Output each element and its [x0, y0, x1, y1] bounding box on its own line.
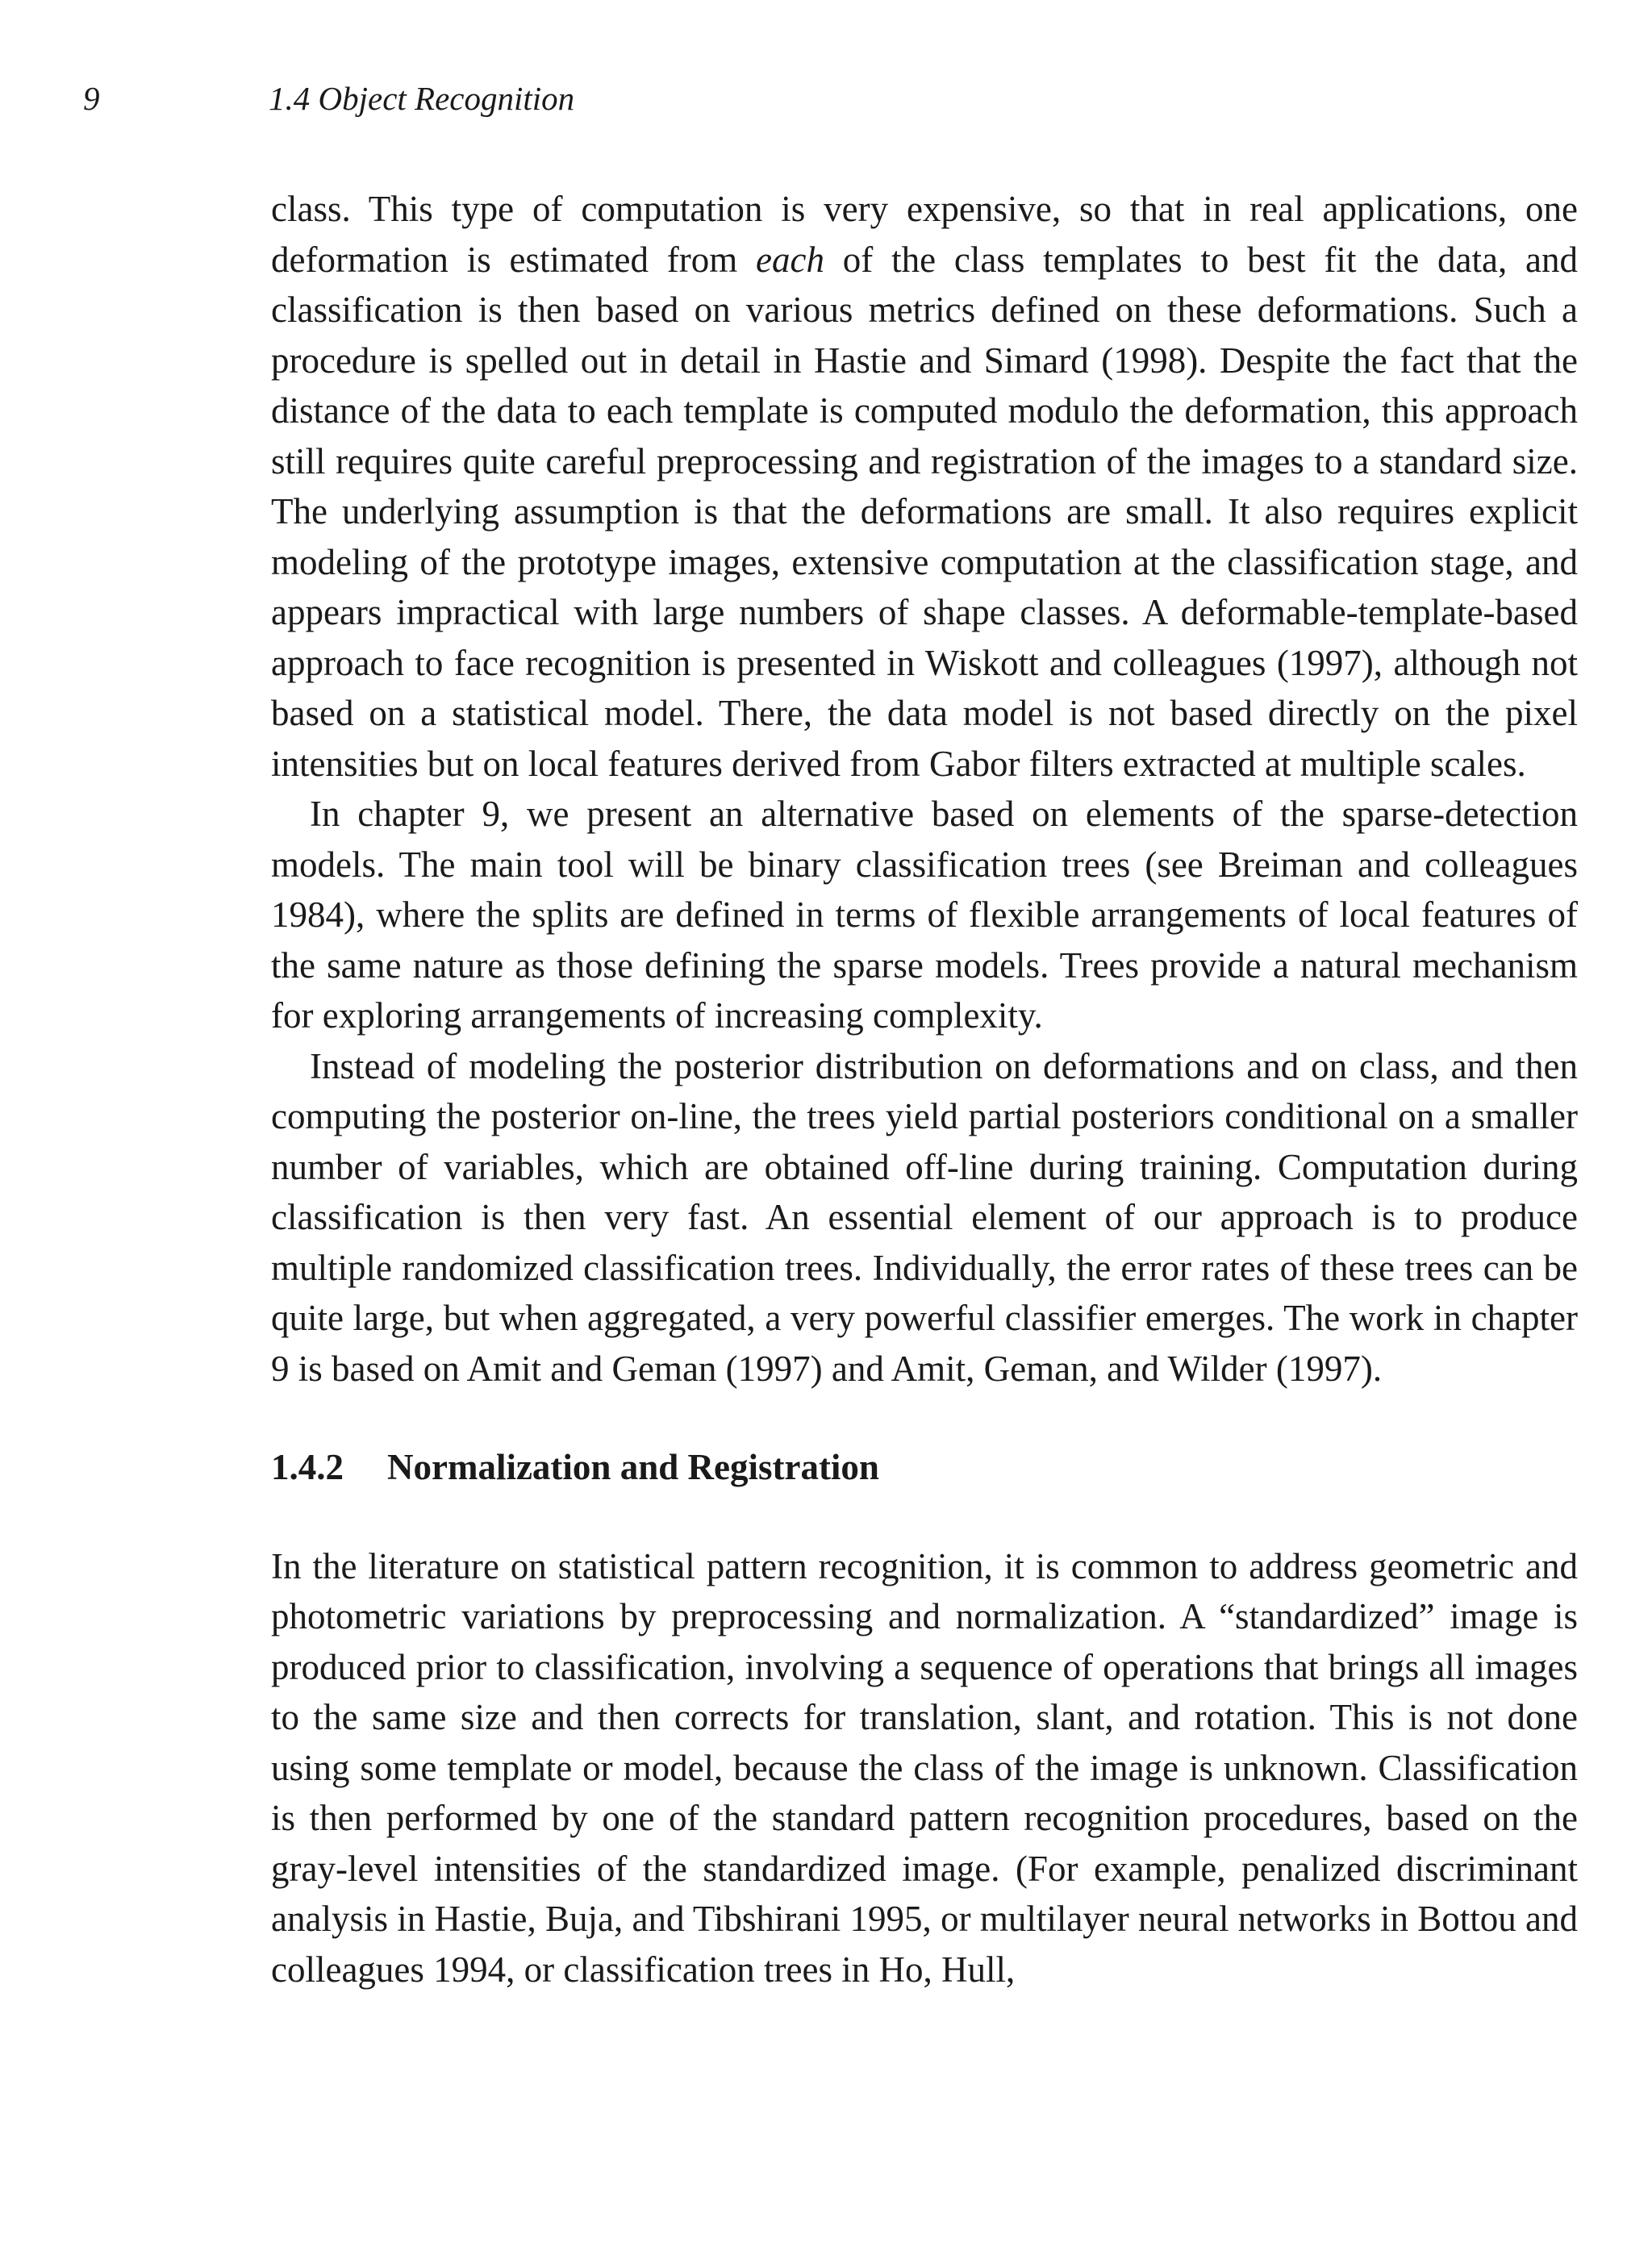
section-title: Normalization and Registration — [387, 1447, 879, 1487]
paragraph-text: of the class templates to best fit the data, and classification is then based on various metrics defined on these deformations. Such a procedure is spelled out in detail in Hastie and Simard (1998). Despite the fact that the distance of the data to each template is computed modulo the deformation, this approach still requires quite careful preprocessing and registration of the images to a standard size. The underlying assumption is that the deformations are small. It also requires explicit modeling of the prototype images, extensive computation at the classification stage, and appears impractical with large numbers of shape classes. A deformable-template-based approach to face recognition is presented in Wiskott and colleagues (1997), although not based on a statistical model. There, the data model is not based directly on the pixel intensities but on local features derived from Gabor filters extracted at multiple scales. — [271, 239, 1578, 784]
running-head — [0, 74, 1652, 123]
body-text — [271, 184, 1578, 1995]
paragraph-normalization: In the literature on statistical pattern recognition, it is common to address geometric and photometric variations by preprocessing and normalization. A “standardized” image is produced prior to classification, involving a sequence of operations that brings all images to the same size and then corrects for translation, slant, and rotation. This is not done using some template or model, because the class of the image is unknown. Classification is then performed by one of the standard pattern recognition procedures, based on the gray-level intensities of the standardized image. (For example, penalized discriminant analysis in Hastie, Buja, and Tibshirani 1995, or multilayer neural networks in Bottou and colleagues 1994, or classification trees in Ho, Hull, — [271, 1545, 1578, 1990]
paragraph-text: class. This type of computation is very expensive, so that in real applications, one deformation is estimated from — [271, 189, 1578, 280]
running-title: 1.4 Object Recognition — [269, 80, 575, 117]
page-number: 9 — [83, 80, 100, 117]
section-heading — [271, 1442, 1578, 1493]
section-number: 1.4.2 — [271, 1447, 344, 1487]
paragraph-posterior: Instead of modeling the posterior distribution on deformations and on class, and then computing the posterior on-line, the trees yield partial posteriors conditional on a smaller number of variables, which are obtained off-line during training. Computation during classification is then very fast. An essential element of our approach is to produce multiple randomized classification trees. Individually, the error rates of these trees can be quite large, but when aggregated, a very powerful classifier emerges. The work in chapter 9 is based on Amit and Geman (1997) and Amit, Geman, and Wilder (1997). — [271, 1045, 1578, 1389]
paragraph-continuation — [271, 184, 1578, 789]
emphasis-text: each — [756, 239, 824, 280]
paragraph-chapter-9: In chapter 9, we present an alternative based on elements of the sparse-detection models. The main tool will be binary classification trees (see Breiman and colleagues 1984), where the splits are defined in terms of flexible arrangements of local features of the same nature as those defining the sparse models. Trees provide a natural mechanism for exploring arrangements of increasing complexity. — [271, 794, 1578, 1036]
